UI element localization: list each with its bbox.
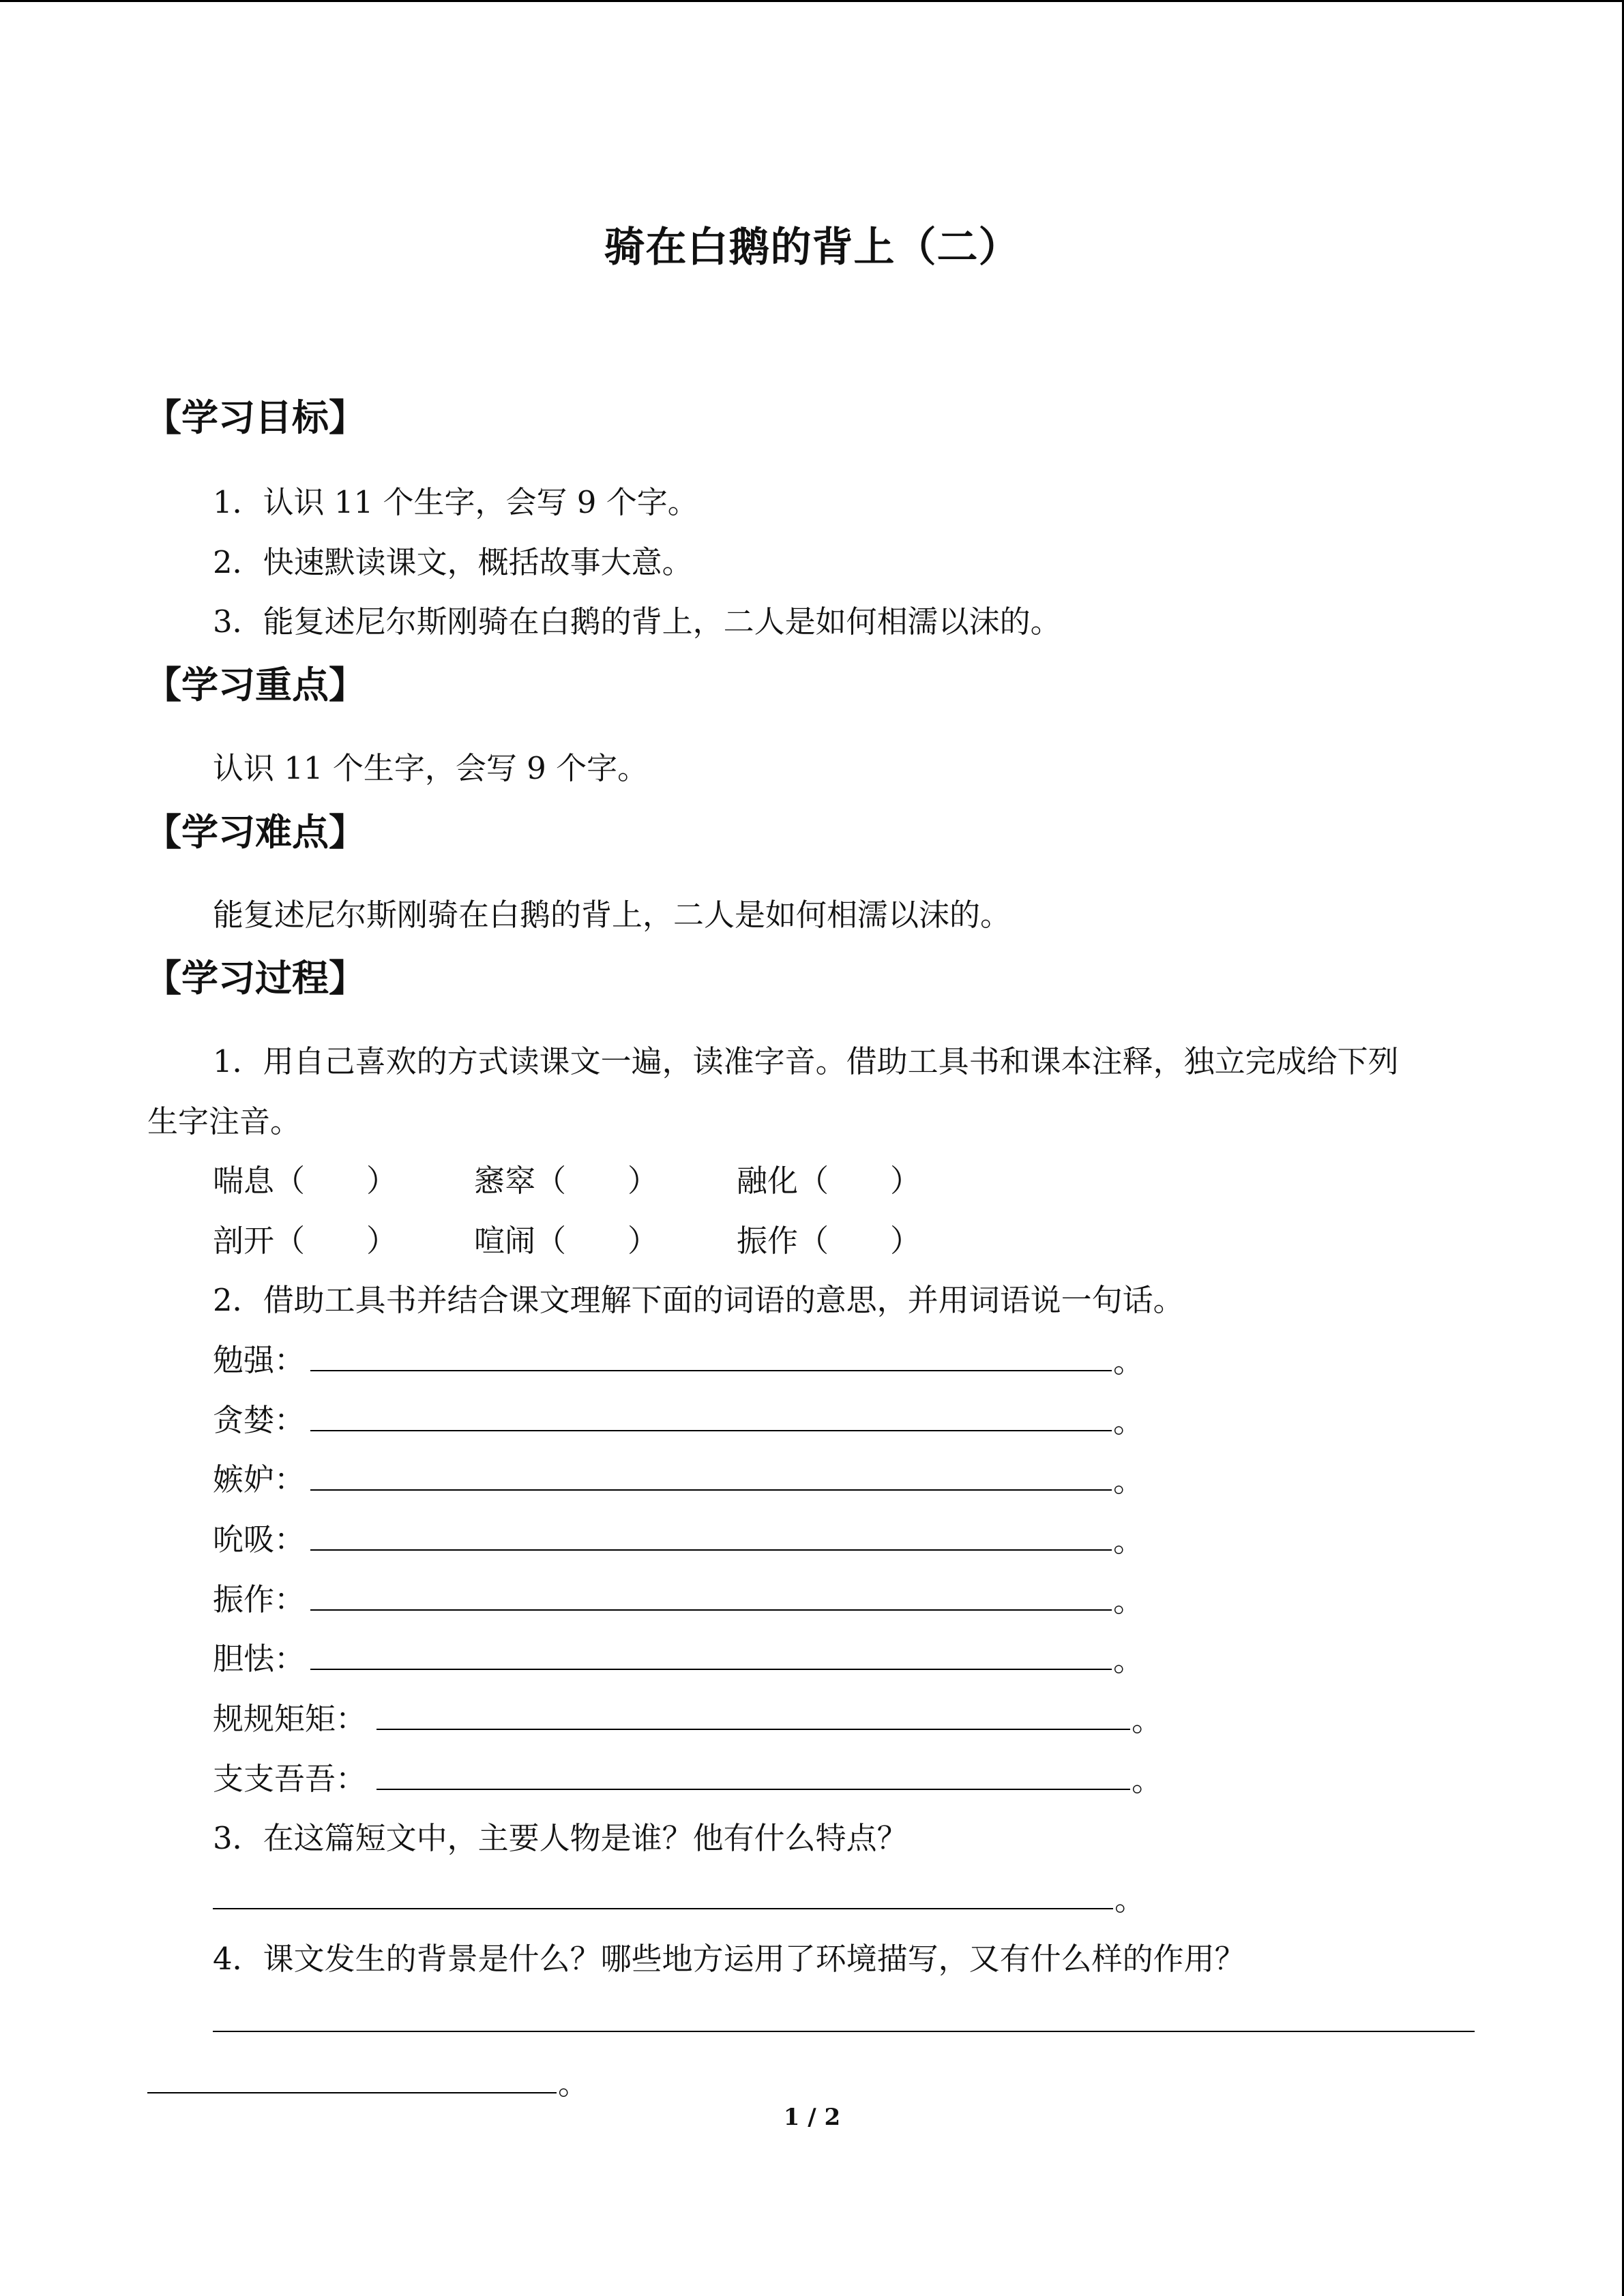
- term-label: 吮吸：: [213, 1521, 306, 1557]
- process-heading: 【学习过程】: [145, 957, 366, 1000]
- answer-blank[interactable]: [213, 2031, 1475, 2032]
- answer-blank[interactable]: [310, 1669, 1112, 1670]
- goals-heading: 【学习目标】: [145, 396, 366, 439]
- period-mark: 。: [1113, 1583, 1145, 1619]
- answer-blank[interactable]: [310, 1370, 1112, 1371]
- difficulty-heading: 【学习难点】: [145, 811, 366, 854]
- term-label: 支支吾吾：: [213, 1761, 367, 1797]
- period-mark: 。: [1113, 1403, 1145, 1440]
- top-border: [0, 0, 1624, 2]
- term-label: 勉强：: [213, 1342, 306, 1378]
- question-1-line-2: 生字注音。: [147, 1103, 301, 1139]
- goal-item-3: 3．能复述尼尔斯刚骑在白鹅的背上，二人是如何相濡以沫的。: [213, 603, 1061, 640]
- period-mark: 。: [1113, 1523, 1145, 1559]
- answer-blank[interactable]: [377, 1729, 1130, 1730]
- pinyin-item: 喘息（ ）: [213, 1163, 398, 1199]
- question-3: 3．在这篇短文中，主要人物是谁？他有什么特点？: [213, 1820, 908, 1856]
- page-number: 1 / 2: [783, 2104, 841, 2131]
- period-mark: 。: [1132, 1762, 1163, 1798]
- focus-text: 认识 11 个生字，会写 9 个字。: [213, 750, 649, 786]
- pinyin-item: 融化（ ）: [737, 1163, 921, 1199]
- page-title: 骑在白鹅的背上（二）: [604, 224, 1020, 271]
- period-mark: 。: [1113, 1343, 1145, 1380]
- period-mark: 。: [1132, 1702, 1163, 1738]
- answer-blank[interactable]: [377, 1789, 1130, 1790]
- answer-blank[interactable]: [310, 1430, 1112, 1431]
- goal-item-1: 1．认识 11 个生字，会写 9 个字。: [213, 484, 698, 520]
- pinyin-item: 喧闹（ ）: [474, 1223, 659, 1259]
- pinyin-item: 窸窣（ ）: [474, 1163, 659, 1199]
- answer-blank[interactable]: [147, 2092, 557, 2093]
- focus-heading: 【学习重点】: [145, 664, 366, 706]
- period-mark: 。: [1113, 1642, 1145, 1678]
- answer-blank[interactable]: [310, 1549, 1112, 1551]
- answer-blank[interactable]: [213, 1908, 1113, 1909]
- term-label: 规规矩矩：: [213, 1701, 367, 1737]
- period-mark: 。: [1113, 1463, 1145, 1499]
- term-label: 胆怯：: [213, 1641, 306, 1677]
- answer-blank[interactable]: [310, 1489, 1112, 1491]
- term-label: 振作：: [213, 1581, 306, 1617]
- question-4: 4．课文发生的背景是什么？哪些地方运用了环境描写，又有什么样的作用？: [213, 1941, 1245, 1977]
- answer-blank[interactable]: [310, 1609, 1112, 1611]
- pinyin-item: 剖开（ ）: [213, 1223, 398, 1259]
- question-2: 2．借助工具书并结合课文理解下面的词语的意思，并用词语说一句话。: [213, 1282, 1184, 1318]
- period-mark: 。: [558, 2066, 589, 2102]
- period-mark: 。: [1114, 1881, 1146, 1918]
- term-label: 贪婪：: [213, 1402, 306, 1438]
- goal-item-2: 2．快速默读课文，概括故事大意。: [213, 544, 693, 580]
- pinyin-item: 振作（ ）: [737, 1223, 921, 1259]
- difficulty-text: 能复述尼尔斯刚骑在白鹅的背上，二人是如何相濡以沫的。: [213, 897, 1012, 933]
- question-1-line-1: 1．用自己喜欢的方式读课文一遍，读准字音。借助工具书和课本注释，独立完成给下列: [213, 1043, 1399, 1079]
- term-label: 嫉妒：: [213, 1461, 306, 1497]
